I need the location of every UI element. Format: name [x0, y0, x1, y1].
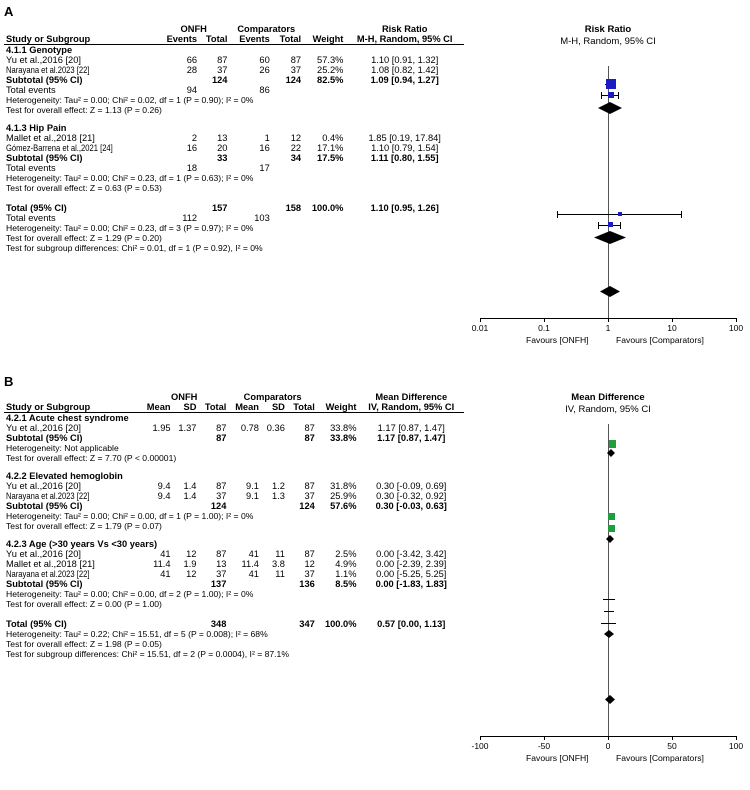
axis-tick — [544, 318, 545, 322]
cell-total1: 13 — [217, 133, 228, 143]
cell-sd1: 1.4 — [183, 481, 197, 491]
cell-sd1: 1.4 — [183, 491, 197, 501]
study-label: Yu et al.,2016 [20] — [6, 55, 81, 65]
subtotal-diamond — [607, 449, 615, 457]
favours-right-label: Favours [Comparators] — [616, 753, 704, 763]
cell-total2: 12 — [290, 133, 302, 143]
cell-mean2: 9.1 — [246, 481, 259, 491]
heterogeneity-text: Heterogeneity: Not applicable — [6, 443, 119, 453]
study-label: Gómez-Barrena et al.,2021 [24] — [6, 143, 113, 153]
cell-total1: 37 — [217, 65, 228, 75]
cell-total2: 37 — [304, 569, 315, 579]
cell-ci: 1.17 [0.87, 1.47] — [377, 423, 445, 433]
subtotal-weight: 33.8% — [330, 433, 357, 443]
study-label: Yu et al.,2016 [20] — [6, 423, 81, 433]
subtotal-weight: 8.5% — [335, 579, 357, 589]
total-events-1: 94 — [186, 85, 198, 95]
study-label: Narayana et al.2023 [22] — [6, 569, 90, 579]
subtotal-diamond — [604, 630, 614, 638]
cell-events1: 28 — [186, 65, 198, 75]
cell-mean1: 41 — [160, 549, 171, 559]
ci-cap-left — [557, 211, 558, 218]
overall-effect-text: Test for overall effect: Z = 1.79 (P = 0.07) — [6, 521, 162, 531]
cell-total2: 87 — [304, 423, 315, 433]
col-events1: Events — [158, 34, 199, 45]
cell-total1: 87 — [217, 55, 228, 65]
subtotal-total1: 137 — [210, 579, 227, 589]
study-label: Narayana et al.2023 [22] — [6, 491, 90, 501]
panel-b-forest-plot — [470, 392, 746, 772]
col-total2: Total — [287, 402, 317, 413]
axis-tick-label: -50 — [537, 741, 551, 751]
plot-title: Risk Ratio — [584, 24, 632, 35]
study-label: Narayana et al.2023 [22] — [6, 65, 90, 75]
col-ci: IV, Random, 95% CI — [358, 402, 464, 413]
heterogeneity-text: Heterogeneity: Tau² = 0.00; Chi² = 0.00, df = 1 (P = 1.00); I² = 0% — [6, 511, 254, 521]
study-label: Mallet et al.,2018 [21] — [6, 133, 95, 143]
grouphdr-riskratio: Risk Ratio — [381, 24, 428, 34]
table-row — [4, 133, 464, 143]
grand-total-label: Total (95% CI) — [6, 203, 67, 213]
favours-left-label: Favours [ONFH] — [526, 753, 589, 763]
col-events2: Events — [229, 34, 271, 45]
subtotal-total1: 87 — [216, 433, 227, 443]
cell-weight: 2.5% — [335, 549, 357, 559]
subtotal-label: Subtotal (95% CI) — [6, 433, 83, 443]
grand-total-total2: 347 — [299, 619, 315, 629]
cell-weight: 33.8% — [330, 423, 357, 433]
col-sd2: SD — [261, 402, 287, 413]
study-label: Yu et al.,2016 [20] — [6, 549, 81, 559]
cell-ci: 1.85 [0.19, 17.84] — [368, 133, 441, 143]
grand-total-label: Total (95% CI) — [6, 619, 67, 629]
reference-line — [608, 424, 609, 736]
table-row — [4, 423, 464, 433]
grouphdr-comparators: Comparators — [243, 392, 302, 402]
cell-weight: 25.9% — [330, 491, 357, 501]
table-row — [4, 143, 464, 153]
overall-effect-text: Test for overall effect: Z = 1.13 (P = 0.26) — [6, 105, 162, 115]
cell-mean2: 41 — [248, 549, 259, 559]
axis-tick — [608, 318, 609, 322]
heterogeneity-text: Heterogeneity: Tau² = 0.00; Chi² = 0.23, df = 3 (P = 0.97); I² = 0% — [6, 223, 254, 233]
cell-ci: 0.00 [-5.25, 5.25] — [376, 569, 447, 579]
subgroup-diff-text: Test for subgroup differences: Chi² = 15.51, df = 2 (P = 0.0004), I² = 87.1% — [6, 649, 289, 659]
axis-tick-label: 10 — [667, 323, 677, 333]
subtotal-weight: 57.6% — [330, 501, 357, 511]
cell-total2: 37 — [290, 65, 302, 75]
cell-sd2: 11 — [275, 569, 285, 579]
effect-marker-square — [606, 79, 616, 89]
cell-events2: 60 — [259, 55, 270, 65]
grand-total-ci: 1.10 [0.95, 1.26] — [370, 203, 439, 213]
table-row — [4, 65, 464, 75]
axis-tick — [736, 318, 737, 322]
axis-tick-label: 100 — [728, 741, 744, 751]
total-diamond — [605, 695, 615, 704]
cell-mean1: 9.4 — [157, 481, 171, 491]
col-sd1: SD — [173, 402, 199, 413]
panel-b-grouphdr — [4, 392, 464, 402]
cell-sd1: 1.9 — [183, 559, 197, 569]
overall-effect-text: Test for overall effect: Z = 1.98 (P = 0.05) — [6, 639, 162, 649]
subgroup-label: 4.1.3 Hip Pain — [6, 123, 67, 133]
axis-tick-label: 0.01 — [471, 323, 489, 333]
axis-tick-label: 0 — [605, 741, 611, 751]
panel-a-grouphdr — [4, 24, 464, 34]
subgroup-diff-text: Test for subgroup differences: Chi² = 0.01, df = 1 (P = 0.92), I² = 0% — [6, 243, 263, 253]
subtotal-label: Subtotal (95% CI) — [6, 579, 83, 589]
cell-ci: 0.30 [-0.32, 0.92] — [376, 491, 447, 501]
cell-weight: 57.3% — [317, 55, 344, 65]
cell-sd2: 3.8 — [271, 559, 285, 569]
ci-cap-right — [681, 211, 682, 218]
subtotal-row — [4, 433, 464, 443]
effect-marker-square — [608, 513, 615, 520]
table-row — [4, 549, 464, 559]
col-total1: Total — [199, 34, 229, 45]
total-diamond — [600, 286, 620, 297]
col-total1: Total — [198, 402, 228, 413]
table-row — [4, 481, 464, 491]
cell-sd2: 1.3 — [271, 491, 285, 501]
col-weight: Weight — [317, 402, 359, 413]
cell-ci: 1.08 [0.82, 1.42] — [371, 65, 439, 75]
cell-weight: 1.1% — [335, 569, 357, 579]
total-events-1: 18 — [186, 163, 198, 173]
panel-a-letter: A — [4, 4, 14, 19]
axis-tick-label: 0.1 — [538, 323, 550, 333]
ci-line — [603, 599, 615, 600]
cell-total2: 87 — [304, 481, 315, 491]
cell-mean2: 9.1 — [246, 491, 259, 501]
heterogeneity-text: Heterogeneity: Tau² = 0.00; Chi² = 0.23, df = 1 (P = 0.63); I² = 0% — [6, 173, 254, 183]
cell-events2: 16 — [259, 143, 270, 153]
cell-mean2: 0.78 — [240, 423, 259, 433]
cell-ci: 0.30 [-0.09, 0.69] — [376, 481, 447, 491]
table-row — [4, 491, 464, 501]
ci-cap-right — [620, 222, 621, 229]
axis-tick — [672, 318, 673, 322]
subtotal-total2: 124 — [285, 75, 302, 85]
axis-tick — [608, 736, 609, 740]
heterogeneity-text: Heterogeneity: Tau² = 0.00; Chi² = 0.02, df = 1 (P = 0.90); I² = 0% — [6, 95, 254, 105]
subtotal-ci: 0.00 [-1.83, 1.83] — [375, 579, 447, 589]
subtotal-total2: 34 — [290, 153, 302, 163]
ci-line — [604, 611, 614, 612]
subtotal-total2: 124 — [299, 501, 315, 511]
col-study: Study or Subgroup — [4, 34, 158, 45]
cell-ci: 1.10 [0.91, 1.32] — [371, 55, 439, 65]
overall-effect-text: Test for overall effect: Z = 1.29 (P = 0.20) — [6, 233, 162, 243]
cell-total1: 37 — [216, 569, 227, 579]
cell-total1: 87 — [216, 549, 227, 559]
col-mean2: Mean — [228, 402, 261, 413]
cell-weight: 31.8% — [330, 481, 357, 491]
axis-tick-label: 1 — [605, 323, 611, 333]
cell-total1: 87 — [216, 423, 227, 433]
cell-total2: 22 — [290, 143, 302, 153]
axis-tick-label: 100 — [728, 323, 744, 333]
cell-sd1: 1.37 — [178, 423, 197, 433]
heterogeneity-text: Heterogeneity: Tau² = 0.00; Chi² = 0.00, df = 2 (P = 1.00); I² = 0% — [6, 589, 254, 599]
subgroup-label: 4.2.1 Acute chest syndrome — [6, 413, 129, 423]
subtotal-row — [4, 501, 464, 511]
plot-title: Mean Difference — [571, 392, 645, 403]
subtotal-total1: 33 — [217, 153, 228, 163]
grouphdr-meandiff: Mean Difference — [375, 392, 448, 402]
subtotal-row — [4, 153, 464, 163]
axis-tick-label: -100 — [471, 741, 489, 751]
cell-total2: 87 — [304, 549, 315, 559]
subtotal-diamond — [594, 231, 626, 244]
subtotal-weight: 82.5% — [317, 75, 344, 85]
cell-sd2: 11 — [275, 549, 285, 559]
table-row — [4, 559, 464, 569]
cell-events2: 1 — [264, 133, 270, 143]
ci-cap-left — [601, 92, 602, 99]
total-events-1: 112 — [182, 213, 198, 223]
effect-marker-square — [609, 440, 616, 448]
cell-ci: 1.10 [0.79, 1.54] — [371, 143, 439, 153]
cell-sd1: 12 — [186, 549, 197, 559]
panel-a-colhdr — [4, 34, 464, 45]
axis-tick — [672, 736, 673, 740]
subtotal-ci: 1.09 [0.94, 1.27] — [370, 75, 439, 85]
subgroup-label: 4.2.3 Age (>30 years Vs <30 years) — [6, 539, 158, 549]
axis-tick-label: 50 — [667, 741, 677, 751]
cell-events1: 2 — [191, 133, 198, 143]
total-events-row — [4, 213, 464, 223]
study-label: Mallet et al.,2018 [21] — [6, 559, 95, 569]
subtotal-ci: 1.11 [0.80, 1.55] — [370, 153, 439, 163]
table-row — [4, 569, 464, 579]
subtotal-row — [4, 579, 464, 589]
subtotal-diamond — [598, 102, 622, 114]
cell-weight: 25.2% — [317, 65, 344, 75]
panel-a-table — [4, 24, 464, 253]
cell-total1: 13 — [216, 559, 227, 569]
cell-weight: 4.9% — [335, 559, 357, 569]
subtotal-label: Subtotal (95% CI) — [6, 501, 83, 511]
subgroup-label: 4.2.2 Elevated hemoglobin — [6, 471, 123, 481]
cell-mean2: 41 — [248, 569, 259, 579]
grand-total-row — [4, 619, 464, 629]
subtotal-diamond — [606, 535, 614, 543]
plot-subtitle: IV, Random, 95% CI — [565, 404, 651, 415]
ci-cap-right — [618, 92, 619, 99]
subtotal-weight: 17.5% — [317, 153, 344, 163]
subtotal-total2: 136 — [299, 579, 315, 589]
col-weight: Weight — [303, 34, 345, 45]
grouphdr-comparators: Comparators — [237, 24, 296, 34]
panel-b-letter: B — [4, 374, 14, 389]
overall-effect-text: Test for overall effect: Z = 0.63 (P = 0.53) — [6, 183, 162, 193]
cell-sd2: 0.36 — [266, 423, 285, 433]
study-label: Yu et al.,2016 [20] — [6, 481, 81, 491]
cell-total1: 87 — [216, 481, 227, 491]
cell-mean1: 1.95 — [152, 423, 171, 433]
cell-sd1: 12 — [186, 569, 197, 579]
cell-ci: 0.00 [-3.42, 3.42] — [376, 549, 447, 559]
effect-marker-square — [618, 212, 622, 216]
total-events-row — [4, 85, 464, 95]
table-row — [4, 55, 464, 65]
cell-weight: 0.4% — [322, 133, 344, 143]
grand-total-ci: 0.57 [0.00, 1.13] — [377, 619, 446, 629]
heterogeneity-text: Heterogeneity: Tau² = 0.22; Chi² = 15.51, df = 5 (P = 0.008); I² = 68% — [6, 629, 268, 639]
effect-marker-square — [608, 525, 615, 532]
favours-left-label: Favours [ONFH] — [526, 335, 589, 345]
grand-total-weight: 100.0% — [311, 203, 344, 213]
axis-tick — [480, 318, 481, 322]
cell-total1: 20 — [217, 143, 228, 153]
overall-effect-text: Test for overall effect: Z = 7.70 (P < 0.00001) — [6, 453, 177, 463]
grand-total-total1: 348 — [210, 619, 227, 629]
effect-marker-square — [608, 222, 613, 227]
total-events-label: Total events — [6, 85, 56, 95]
grouphdr-onfh: ONFH — [171, 392, 198, 402]
subtotal-label: Subtotal (95% CI) — [6, 153, 83, 163]
plot-subtitle: M-H, Random, 95% CI — [560, 36, 656, 47]
subtotal-total1: 124 — [210, 501, 227, 511]
cell-weight: 17.1% — [317, 143, 344, 153]
panel-a-forest-plot — [470, 24, 746, 344]
cell-mean2: 11.4 — [241, 559, 259, 569]
subtotal-label: Subtotal (95% CI) — [6, 75, 83, 85]
cell-events1: 66 — [186, 55, 198, 65]
total-events-2: 17 — [259, 163, 270, 173]
cell-events1: 16 — [186, 143, 198, 153]
cell-ci: 0.00 [-2.39, 2.39] — [376, 559, 447, 569]
col-total2: Total — [272, 34, 303, 45]
cell-mean1: 11.4 — [153, 559, 171, 569]
ci-line — [601, 623, 616, 624]
cell-total1: 37 — [216, 491, 227, 501]
subtotal-total2: 87 — [304, 433, 315, 443]
panel-b-table — [4, 392, 464, 659]
subgroup-label: 4.1.1 Genotype — [6, 45, 73, 55]
grand-total-total1: 157 — [211, 203, 228, 213]
cell-sd2: 1.2 — [271, 481, 285, 491]
overall-effect-text: Test for overall effect: Z = 0.00 (P = 1.00) — [6, 599, 162, 609]
favours-right-label: Favours [Comparators] — [616, 335, 704, 345]
ci-cap-left — [598, 222, 599, 229]
axis-tick — [736, 736, 737, 740]
total-events-label: Total events — [6, 213, 56, 223]
grand-total-row — [4, 203, 464, 213]
total-events-label: Total events — [6, 163, 56, 173]
grouphdr-onfh: ONFH — [180, 24, 207, 34]
total-events-row — [4, 163, 464, 173]
cell-events2: 26 — [259, 65, 270, 75]
col-study: Study or Subgroup — [4, 402, 140, 413]
subtotal-ci: 1.17 [0.87, 1.47] — [377, 433, 446, 443]
subtotal-ci: 0.30 [-0.03, 0.63] — [375, 501, 447, 511]
total-events-2: 103 — [254, 213, 270, 223]
total-events-2: 86 — [259, 85, 270, 95]
cell-mean1: 41 — [160, 569, 171, 579]
cell-total2: 12 — [304, 559, 315, 569]
cell-total2: 37 — [304, 491, 315, 501]
grand-total-total2: 158 — [285, 203, 302, 213]
panel-b-colhdr — [4, 402, 464, 413]
subtotal-total1: 124 — [211, 75, 228, 85]
effect-marker-square — [608, 92, 614, 98]
cell-total2: 87 — [290, 55, 302, 65]
col-ci: M-H, Random, 95% CI — [345, 34, 464, 45]
grand-total-weight: 100.0% — [324, 619, 357, 629]
subtotal-row — [4, 75, 464, 85]
col-mean1: Mean — [140, 402, 173, 413]
axis-tick — [480, 736, 481, 740]
cell-mean1: 9.4 — [157, 491, 171, 501]
axis-tick — [544, 736, 545, 740]
